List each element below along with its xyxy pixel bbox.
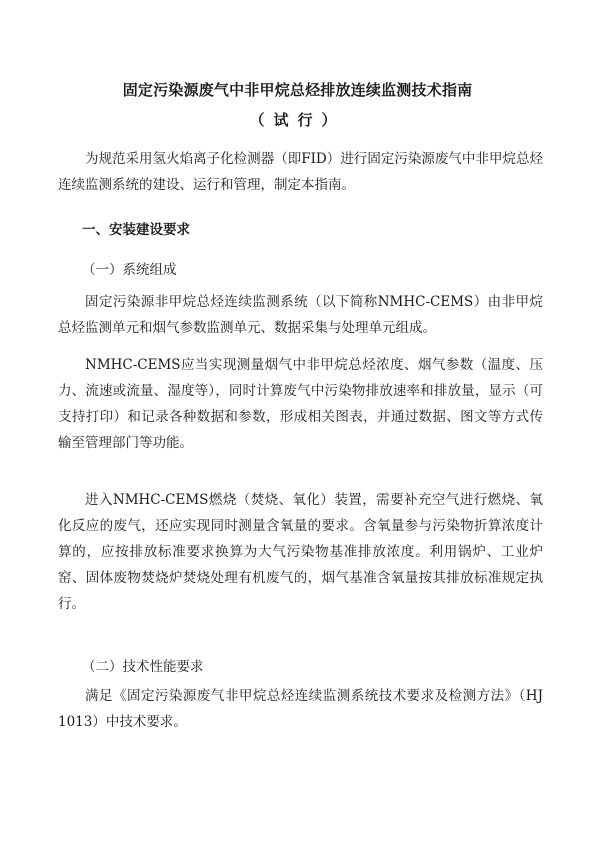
paragraph-technical-requirements: 满足《固定污染源废气非甲烷总烃连续监测系统技术要求及检测方法》（HJ 1013）中技术要求。: [58, 688, 543, 730]
subsection-heading: （二）技术性能要求: [82, 659, 204, 675]
document-subtitle: （试行）: [249, 111, 346, 129]
section-heading: 一、安装建设要求: [82, 222, 190, 238]
document-title: 固定污染源废气中非甲烷总烃排放连续监测技术指南: [122, 81, 473, 99]
paragraph-oxygen-measurement: 进入NMHC-CEMS燃烧（焚烧、氧化）装置，需要补充空气进行燃烧、氧化反应的废气，还应实现同时测量含氧量的要求。含氧量参与污染物折算浓度计算的，应按排放标准要求换算为大气污染物基准排放浓度。利用锅炉、工业炉窑、固体废物焚烧炉焚烧处理有机废气的，烟气基准含氧量按其排放标准规定执行。: [58, 492, 543, 612]
paragraph-system-composition: 固定污染源非甲烷总烃连续监测系统（以下简称NMHC-CEMS）由非甲烷总烃监测单元和烟气参数监测单元、数据采集与处理单元组成。: [58, 294, 543, 336]
subsection-heading: （一）系统组成: [82, 262, 177, 278]
intro-paragraph: 为规范采用氢火焰离子化检测器（即FID）进行固定污染源废气中非甲烷总烃连续监测系统的建设、运行和管理，制定本指南。: [58, 151, 543, 193]
paragraph-nmhc-cems-functions: NMHC-CEMS应当实现测量烟气中非甲烷总烃浓度、烟气参数（温度、压力、流速或流量、湿度等），同时计算废气中污染物排放速率和排放量，显示（可支持打印）和记录各种数据和参数，形成相关图表，并通过数据、图文等方式传输至管理部门等功能。: [58, 357, 543, 451]
